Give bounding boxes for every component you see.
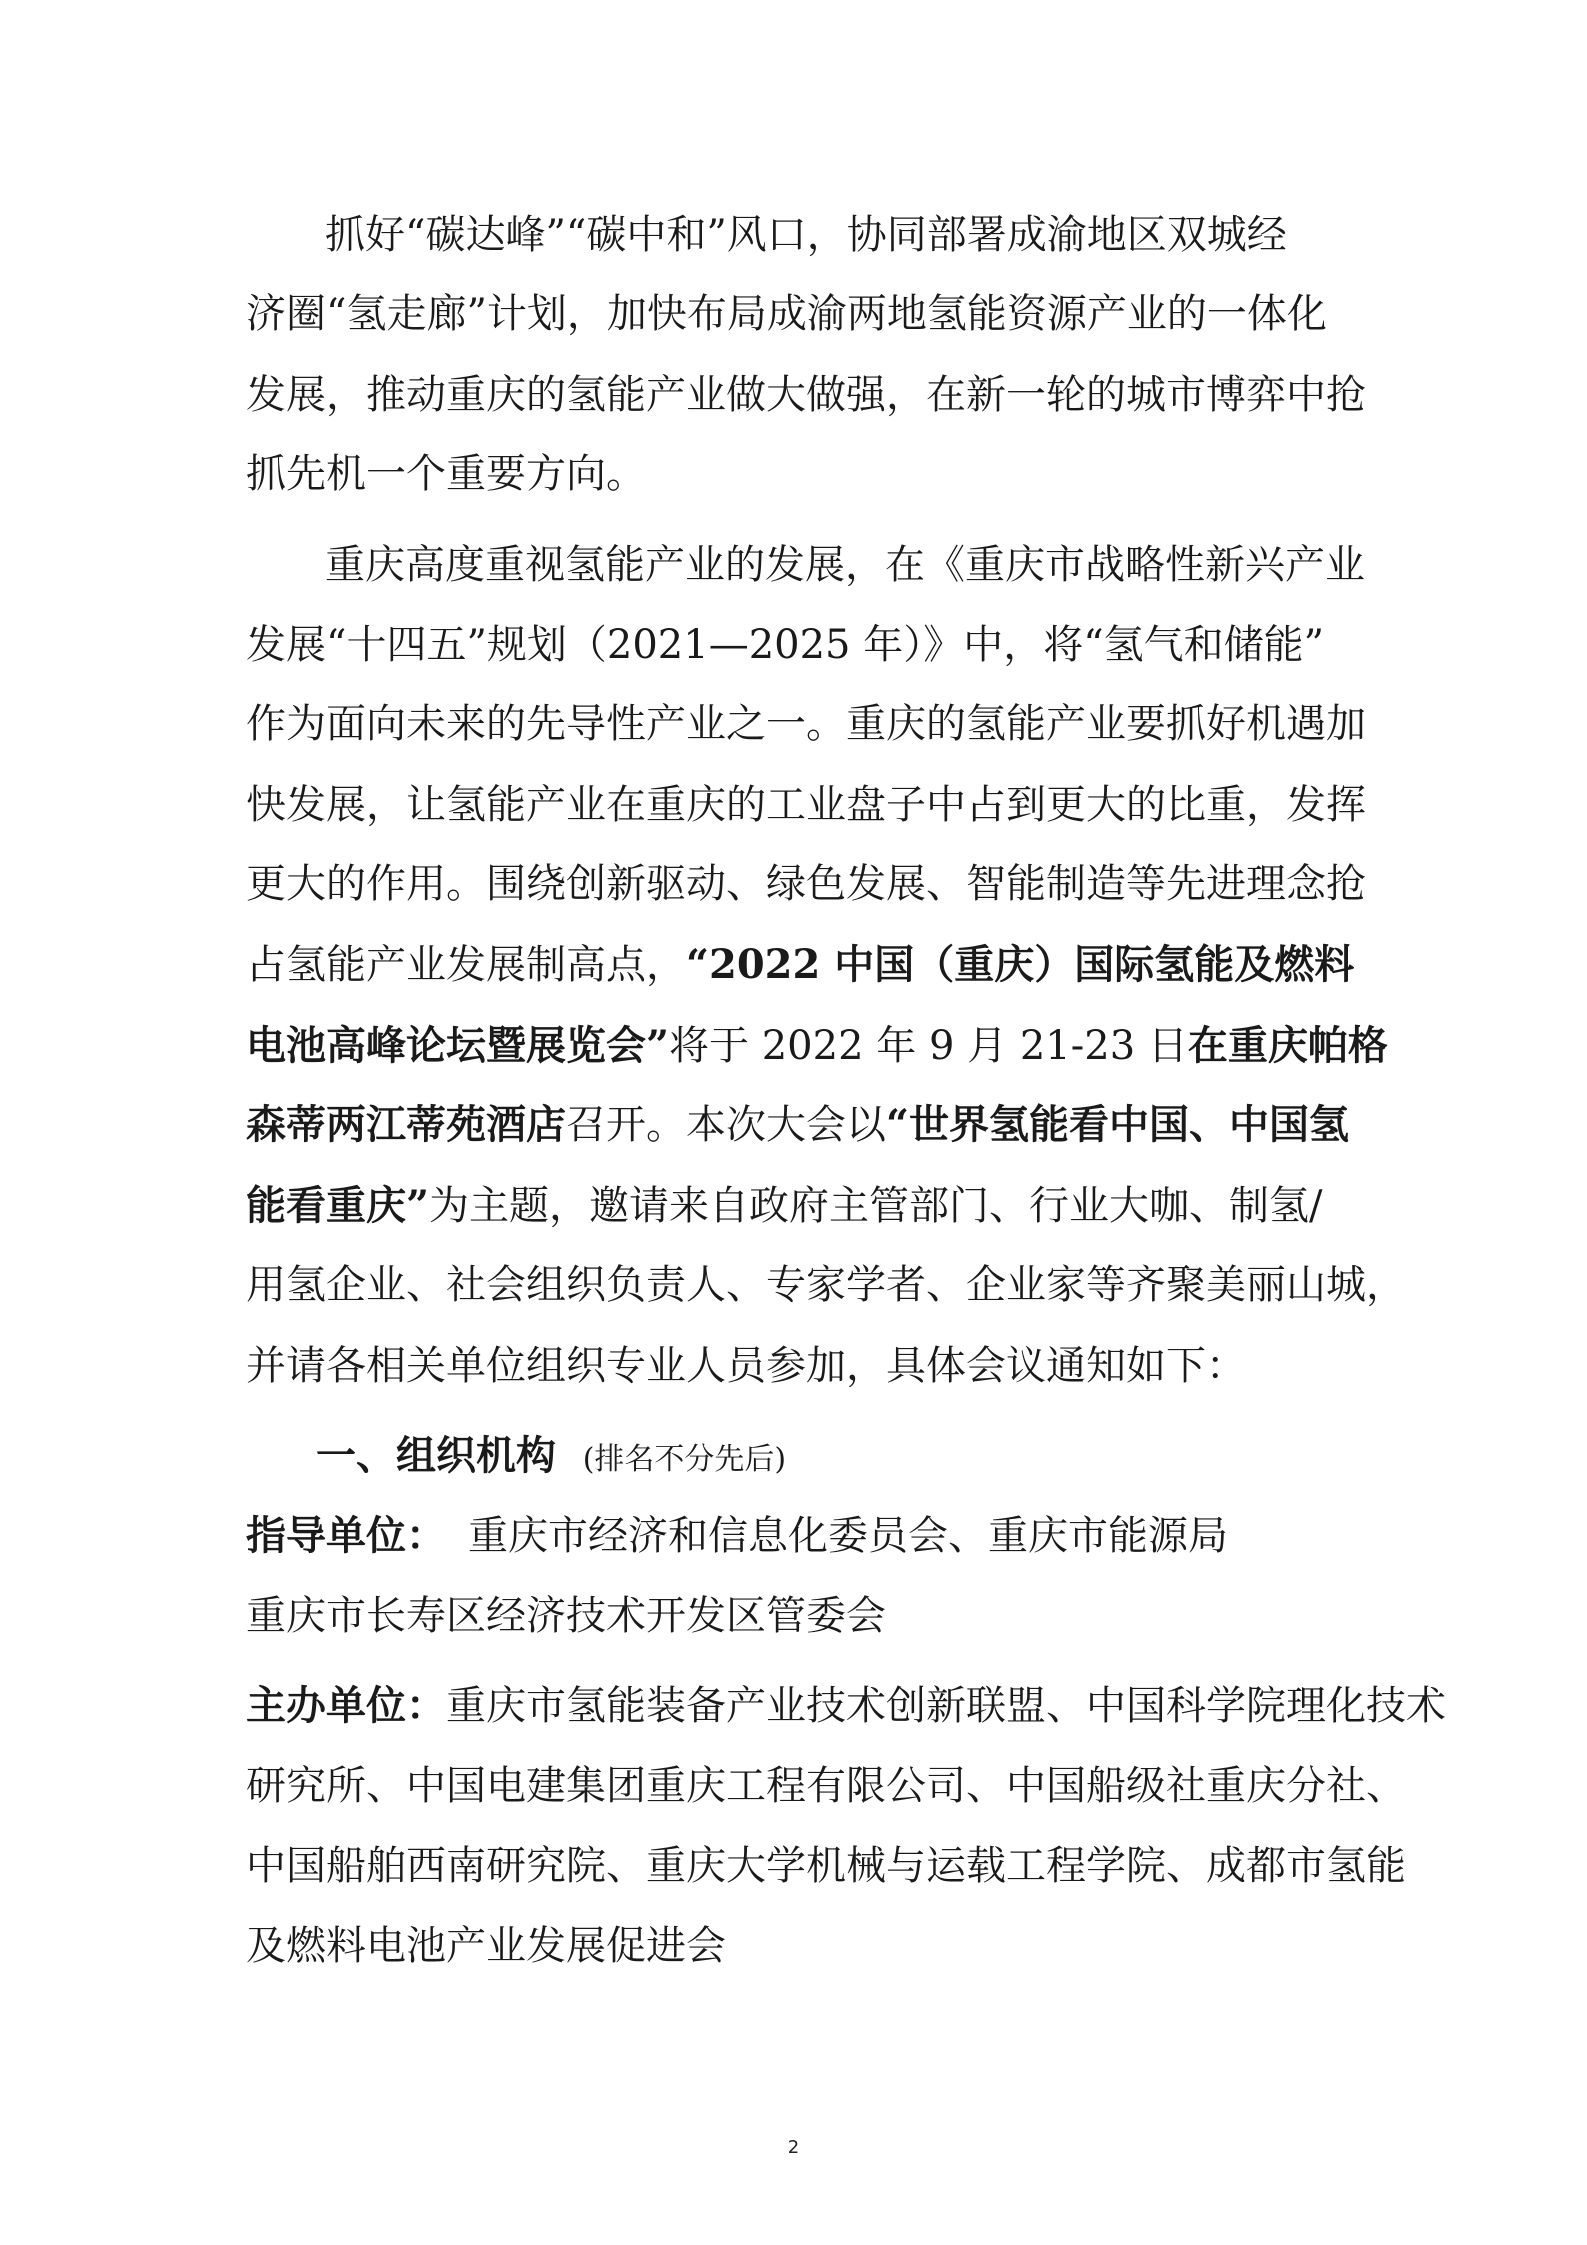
host-text-1: 重庆市氢能装备产业技术创新联盟、中国科学院理化技术 [446, 1683, 1446, 1729]
paragraph-2-line-2: 发展“十四五”规划（2021—2025 年）》中，将“氢气和储能” [246, 622, 1325, 668]
paragraph-2-line-4: 快发展，让氢能产业在重庆的工业盘子中占到更大的比重，发挥 [246, 782, 1366, 828]
event-name-part-1: “2022 中国（重庆）国际氢能及燃料 [686, 941, 1355, 988]
text: 召开。本次大会以 [566, 1102, 886, 1148]
paragraph-2-line-1: 重庆高度重视氢能产业的发展，在《重庆市战略性新兴产业 [325, 542, 1365, 588]
paragraph-2-line-7 [246, 1018, 1388, 1074]
venue-part-1: 在重庆帕格 [1187, 1022, 1388, 1069]
paragraph-2-line-3: 作为面向未来的先导性产业之一。重庆的氢能产业要抓好机遇加 [246, 701, 1366, 747]
paragraph-1-line-3: 发展，推动重庆的氢能产业做大做强，在新一轮的城市博弈中抢 [246, 372, 1366, 418]
guide-label: 指导单位： [246, 1512, 446, 1559]
paragraph-1-line-4: 抓先机一个重要方向。 [246, 451, 646, 497]
guide-unit-line-2: 重庆市长寿区经济技术开发区管委会 [246, 1593, 886, 1639]
host-unit-line-3: 中国船舶西南研究院、重庆大学机械与运载工程学院、成都市氢能 [246, 1843, 1406, 1889]
paragraph-2-line-9 [246, 1178, 1323, 1234]
event-date: 将于 2022 年 9 月 21-23 日 [669, 1023, 1188, 1069]
text: 抓好“碳达峰”“碳中和”风口，协同部署成渝地区双城经 [325, 212, 1287, 258]
host-label: 主办单位： [246, 1682, 446, 1729]
section-title: 一、组织机构 [316, 1432, 556, 1479]
section-heading [316, 1428, 786, 1488]
venue-part-2: 森蒂两江蒂苑酒店 [246, 1101, 566, 1148]
page-number: 2 [787, 2137, 800, 2158]
paragraph-1-line-1 [325, 207, 1354, 263]
host-unit-line-4: 及燃料电池产业发展促进会 [246, 1923, 726, 1969]
guide-text-1: 重庆市经济和信息化委员会、重庆市能源局 [468, 1513, 1228, 1559]
text: 占氢能产业发展制高点， [246, 942, 686, 988]
paragraph-2-line-11: 并请各相关单位组织专业人员参加，具体会议通知如下： [246, 1343, 1246, 1389]
text: 为主题，邀请来自政府主管部门、行业大咖、制氢/ [429, 1183, 1323, 1229]
theme-part-1: “世界氢能看中国、中国氢 [886, 1101, 1350, 1148]
theme-part-2: 能看重庆” [246, 1182, 430, 1229]
guide-unit-line-1 [246, 1508, 1228, 1564]
paragraph-2-line-6 [246, 937, 1354, 993]
paragraph-2-line-8 [246, 1097, 1349, 1153]
host-unit-line-2: 研究所、中国电建集团重庆工程有限公司、中国船级社重庆分社、 [246, 1763, 1406, 1809]
paragraph-2-line-5: 更大的作用。围绕创新驱动、绿色发展、智能制造等先进理念抢 [246, 861, 1366, 907]
section-note: (排名不分先后) [582, 1442, 787, 1477]
paragraph-2-line-10: 用氢企业、社会组织负责人、专家学者、企业家等齐聚美丽山城， [246, 1262, 1406, 1308]
host-unit-line-1 [246, 1678, 1446, 1734]
event-name-part-2: 电池高峰论坛暨展览会” [246, 1022, 670, 1069]
paragraph-1-line-2: 济圈“氢走廊”计划，加快布局成渝两地氢能资源产业的一体化 [246, 291, 1327, 337]
